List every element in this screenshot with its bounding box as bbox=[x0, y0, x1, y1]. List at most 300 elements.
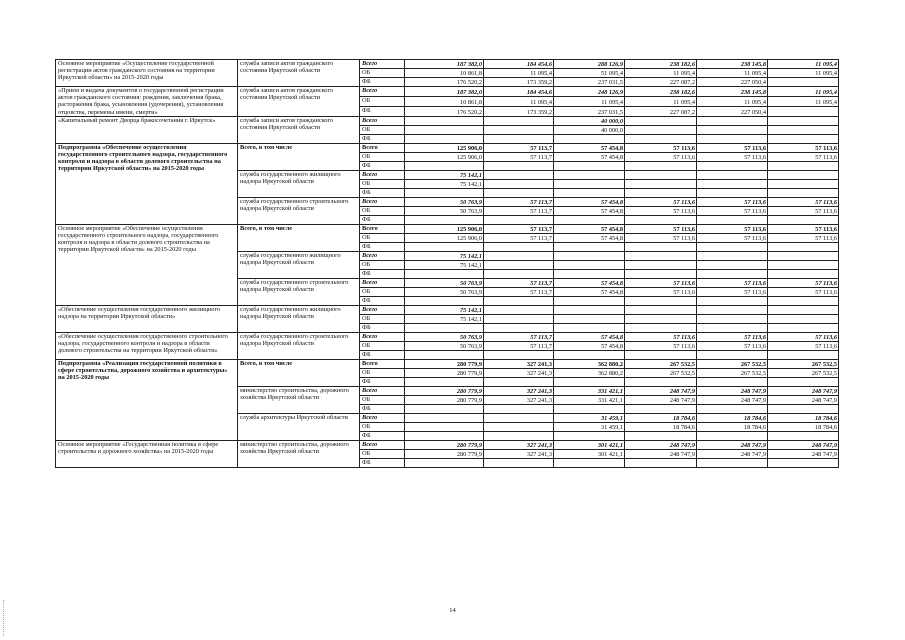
amount-cell: 18 784,6 bbox=[697, 413, 768, 422]
amount-cell bbox=[768, 314, 839, 323]
amount-cell bbox=[554, 350, 625, 359]
event-name-cell: «Прием и выдача документов о государственной регистрации актов гражданского состояния: рождения, заключения брака, расторжения брака, усыновления (удочерения), установления отцовства, перемены имени, смерти» bbox=[56, 87, 238, 117]
amount-cell: 57 113,6 bbox=[768, 197, 839, 206]
amount-cell bbox=[405, 404, 484, 413]
amount-cell bbox=[768, 260, 839, 269]
funding-source-cell: Всего bbox=[360, 60, 405, 69]
funding-source-cell: ФБ bbox=[360, 431, 405, 440]
amount-cell bbox=[484, 161, 554, 170]
executor-cell: служба государственного жилищного надзора Иркутской области bbox=[238, 251, 360, 278]
amount-cell: 57 113,6 bbox=[768, 224, 839, 233]
amount-cell bbox=[768, 251, 839, 260]
amount-cell: 184 454,6 bbox=[484, 87, 554, 97]
funding-source-cell: Всего bbox=[360, 359, 405, 368]
amount-cell: 267 532,5 bbox=[697, 359, 768, 368]
amount-cell: 362 880,2 bbox=[554, 368, 625, 377]
amount-cell: 50 763,9 bbox=[405, 332, 484, 341]
amount-cell: 57 113,7 bbox=[484, 233, 554, 242]
amount-cell bbox=[625, 179, 697, 188]
amount-cell bbox=[484, 296, 554, 305]
event-name-cell: «Обеспечение осуществления государственного жилищного надзора на территории Иркутской области» bbox=[56, 305, 238, 332]
amount-cell: 57 113,7 bbox=[484, 278, 554, 287]
amount-cell bbox=[554, 404, 625, 413]
amount-cell: 280 779,9 bbox=[405, 395, 484, 404]
amount-cell bbox=[625, 377, 697, 386]
amount-cell bbox=[405, 413, 484, 422]
event-name-cell: Основное мероприятие «Обеспечение осуществления государственного строительного надзора, государственного контроля и надзора в области долевого строительства на территории Иркутской области» на 2015-2020 годы bbox=[56, 224, 238, 305]
amount-cell bbox=[697, 404, 768, 413]
amount-cell: 57 113,6 bbox=[697, 278, 768, 287]
executor-cell: министерство строительства, дорожного хозяйства Иркутской области bbox=[238, 440, 360, 467]
amount-cell bbox=[625, 314, 697, 323]
amount-cell bbox=[484, 251, 554, 260]
amount-cell: 267 532,5 bbox=[768, 359, 839, 368]
budget-table-page bbox=[55, 59, 838, 468]
amount-cell bbox=[768, 170, 839, 179]
amount-cell bbox=[484, 116, 554, 125]
executor-cell: служба архитектуры Иркутской области bbox=[238, 413, 360, 440]
amount-cell: 238 182,6 bbox=[625, 87, 697, 97]
amount-cell bbox=[484, 125, 554, 134]
amount-cell bbox=[625, 269, 697, 278]
funding-source-cell: ОБ bbox=[360, 179, 405, 188]
funding-source-cell: ФБ bbox=[360, 269, 405, 278]
funding-source-cell: ОБ bbox=[360, 233, 405, 242]
amount-cell: 248 747,9 bbox=[625, 449, 697, 458]
amount-cell bbox=[768, 242, 839, 251]
funding-source-cell: ОБ bbox=[360, 287, 405, 296]
funding-source-cell: ОБ bbox=[360, 368, 405, 377]
amount-cell: 57 454,8 bbox=[554, 287, 625, 296]
amount-cell: 57 113,6 bbox=[768, 206, 839, 215]
amount-cell bbox=[697, 260, 768, 269]
amount-cell: 40 000,0 bbox=[554, 125, 625, 134]
amount-cell bbox=[768, 125, 839, 134]
amount-cell: 125 906,0 bbox=[405, 224, 484, 233]
amount-cell bbox=[554, 305, 625, 314]
amount-cell bbox=[768, 116, 839, 125]
amount-cell bbox=[697, 458, 768, 467]
budget-table bbox=[55, 59, 839, 468]
amount-cell bbox=[697, 179, 768, 188]
event-name-cell: «Капитальный ремонт Дворца бракосочетания г. Иркутск» bbox=[56, 116, 238, 143]
funding-source-cell: ФБ bbox=[360, 404, 405, 413]
executor-cell: Всего, в том числе bbox=[238, 224, 360, 251]
amount-cell: 11 095,4 bbox=[697, 96, 768, 106]
amount-cell: 57 454,8 bbox=[554, 197, 625, 206]
amount-cell bbox=[697, 323, 768, 332]
amount-cell bbox=[405, 350, 484, 359]
funding-source-cell: ОБ bbox=[360, 125, 405, 134]
amount-cell: 11 095,4 bbox=[768, 60, 839, 69]
amount-cell bbox=[554, 458, 625, 467]
executor-cell: служба записи актов гражданского состояния Иркутской области bbox=[238, 116, 360, 143]
amount-cell: 57 113,6 bbox=[625, 152, 697, 161]
amount-cell: 57 113,7 bbox=[484, 197, 554, 206]
amount-cell bbox=[405, 296, 484, 305]
event-name-cell: «Обеспечение осуществления государственного строительного надзора, государственного контроля и надзора в области долевого строительства на территории Иркутской области» bbox=[56, 332, 238, 359]
amount-cell bbox=[484, 269, 554, 278]
page-number: 14 bbox=[449, 607, 456, 614]
amount-cell bbox=[625, 305, 697, 314]
amount-cell bbox=[768, 323, 839, 332]
amount-cell: 57 113,6 bbox=[697, 287, 768, 296]
amount-cell: 280 779,9 bbox=[405, 359, 484, 368]
executor-cell: служба записи актов гражданского состояния Иркутской области bbox=[238, 60, 360, 87]
amount-cell: 57 113,6 bbox=[768, 287, 839, 296]
amount-cell bbox=[768, 188, 839, 197]
event-name-cell: Основное мероприятие «Осуществление государственной регистрации актов гражданского состояния на территории Иркутской области» на 2015-2020 годы bbox=[56, 60, 238, 87]
amount-cell bbox=[484, 431, 554, 440]
amount-cell bbox=[697, 134, 768, 143]
amount-cell bbox=[625, 161, 697, 170]
amount-cell: 248 126,9 bbox=[554, 87, 625, 97]
amount-cell: 75 142,1 bbox=[405, 314, 484, 323]
amount-cell: 187 382,0 bbox=[405, 87, 484, 97]
amount-cell bbox=[625, 350, 697, 359]
amount-cell: 248 747,9 bbox=[625, 386, 697, 395]
amount-cell bbox=[768, 134, 839, 143]
amount-cell: 50 763,9 bbox=[405, 278, 484, 287]
amount-cell: 57 454,8 bbox=[554, 224, 625, 233]
funding-source-cell: Всего bbox=[360, 305, 405, 314]
amount-cell: 237 031,5 bbox=[554, 106, 625, 116]
amount-cell bbox=[554, 296, 625, 305]
executor-cell: Всего, в том числе bbox=[238, 359, 360, 386]
amount-cell: 301 421,1 bbox=[554, 440, 625, 449]
amount-cell: 331 421,1 bbox=[554, 395, 625, 404]
amount-cell: 248 747,9 bbox=[697, 386, 768, 395]
funding-source-cell: ФБ bbox=[360, 350, 405, 359]
amount-cell: 301 421,1 bbox=[554, 449, 625, 458]
amount-cell: 227 050,4 bbox=[697, 106, 768, 116]
funding-source-cell: Всего bbox=[360, 440, 405, 449]
amount-cell bbox=[405, 161, 484, 170]
amount-cell: 50 763,9 bbox=[405, 197, 484, 206]
amount-cell: 187 382,0 bbox=[405, 60, 484, 69]
amount-cell bbox=[484, 350, 554, 359]
amount-cell bbox=[768, 179, 839, 188]
amount-cell: 40 000,0 bbox=[554, 116, 625, 125]
amount-cell bbox=[554, 269, 625, 278]
amount-cell: 75 142,1 bbox=[405, 260, 484, 269]
funding-source-cell: Всего bbox=[360, 413, 405, 422]
amount-cell bbox=[768, 215, 839, 224]
amount-cell bbox=[697, 377, 768, 386]
amount-cell: 57 113,6 bbox=[697, 206, 768, 215]
amount-cell: 31 459,1 bbox=[554, 422, 625, 431]
table-row bbox=[56, 224, 839, 233]
funding-source-cell: Всего bbox=[360, 116, 405, 125]
amount-cell bbox=[768, 377, 839, 386]
amount-cell: 267 532,5 bbox=[697, 368, 768, 377]
scan-margin-marks bbox=[3, 600, 5, 636]
amount-cell bbox=[768, 78, 839, 87]
amount-cell: 248 747,9 bbox=[625, 395, 697, 404]
amount-cell bbox=[625, 404, 697, 413]
funding-source-cell: Всего bbox=[360, 386, 405, 395]
amount-cell bbox=[405, 215, 484, 224]
amount-cell bbox=[697, 170, 768, 179]
amount-cell: 248 747,9 bbox=[697, 449, 768, 458]
amount-cell bbox=[697, 296, 768, 305]
amount-cell bbox=[405, 242, 484, 251]
amount-cell bbox=[625, 323, 697, 332]
funding-source-cell: ФБ bbox=[360, 78, 405, 87]
amount-cell: 57 113,6 bbox=[697, 341, 768, 350]
amount-cell bbox=[554, 314, 625, 323]
amount-cell: 75 142,1 bbox=[405, 305, 484, 314]
amount-cell bbox=[697, 215, 768, 224]
amount-cell: 267 532,5 bbox=[768, 368, 839, 377]
table-row bbox=[56, 332, 839, 341]
amount-cell bbox=[697, 431, 768, 440]
amount-cell bbox=[554, 377, 625, 386]
amount-cell bbox=[484, 260, 554, 269]
amount-cell: 18 784,6 bbox=[625, 422, 697, 431]
amount-cell: 57 454,8 bbox=[554, 341, 625, 350]
amount-cell bbox=[554, 260, 625, 269]
amount-cell: 57 113,7 bbox=[484, 143, 554, 152]
amount-cell bbox=[625, 242, 697, 251]
amount-cell bbox=[697, 125, 768, 134]
amount-cell: 327 241,3 bbox=[484, 440, 554, 449]
amount-cell: 10 861,8 bbox=[405, 69, 484, 78]
amount-cell bbox=[554, 161, 625, 170]
amount-cell: 18 784,6 bbox=[697, 422, 768, 431]
amount-cell: 173 359,2 bbox=[484, 106, 554, 116]
amount-cell: 11 095,4 bbox=[625, 69, 697, 78]
amount-cell: 11 095,4 bbox=[484, 69, 554, 78]
amount-cell bbox=[768, 404, 839, 413]
amount-cell bbox=[405, 422, 484, 431]
amount-cell: 50 763,9 bbox=[405, 341, 484, 350]
amount-cell: 227 087,2 bbox=[625, 78, 697, 87]
funding-source-cell: ОБ bbox=[360, 260, 405, 269]
amount-cell: 18 784,6 bbox=[768, 413, 839, 422]
amount-cell: 227 087,2 bbox=[625, 106, 697, 116]
amount-cell: 173 359,2 bbox=[484, 78, 554, 87]
amount-cell: 18 784,6 bbox=[768, 422, 839, 431]
amount-cell bbox=[484, 179, 554, 188]
funding-source-cell: ФБ bbox=[360, 215, 405, 224]
amount-cell: 176 520,2 bbox=[405, 106, 484, 116]
funding-source-cell: ОБ bbox=[360, 152, 405, 161]
amount-cell: 57 113,7 bbox=[484, 206, 554, 215]
amount-cell bbox=[554, 170, 625, 179]
funding-source-cell: Всего bbox=[360, 332, 405, 341]
amount-cell bbox=[625, 431, 697, 440]
amount-cell: 248 747,9 bbox=[768, 395, 839, 404]
amount-cell: 248 747,9 bbox=[697, 395, 768, 404]
amount-cell: 125 906,0 bbox=[405, 143, 484, 152]
amount-cell: 10 861,8 bbox=[405, 96, 484, 106]
amount-cell: 57 113,7 bbox=[484, 152, 554, 161]
amount-cell bbox=[625, 188, 697, 197]
funding-source-cell: Всего bbox=[360, 278, 405, 287]
amount-cell bbox=[625, 260, 697, 269]
amount-cell: 57 113,6 bbox=[625, 341, 697, 350]
amount-cell: 57 113,7 bbox=[484, 341, 554, 350]
amount-cell bbox=[697, 350, 768, 359]
amount-cell bbox=[484, 134, 554, 143]
amount-cell: 11 095,4 bbox=[484, 96, 554, 106]
amount-cell bbox=[405, 125, 484, 134]
amount-cell: 57 113,6 bbox=[697, 332, 768, 341]
amount-cell bbox=[768, 431, 839, 440]
executor-cell: служба государственного строительного надзора Иркутской области bbox=[238, 197, 360, 224]
executor-cell: служба государственного строительного надзора Иркутской области bbox=[238, 278, 360, 305]
amount-cell: 57 113,6 bbox=[697, 152, 768, 161]
amount-cell: 57 113,7 bbox=[484, 287, 554, 296]
amount-cell bbox=[625, 170, 697, 179]
amount-cell: 57 454,8 bbox=[554, 332, 625, 341]
table-row bbox=[56, 305, 839, 314]
amount-cell: 57 113,6 bbox=[625, 233, 697, 242]
amount-cell bbox=[768, 106, 839, 116]
amount-cell: 280 779,9 bbox=[405, 440, 484, 449]
table-row bbox=[56, 440, 839, 449]
amount-cell: 176 520,2 bbox=[405, 78, 484, 87]
amount-cell: 50 763,9 bbox=[405, 287, 484, 296]
amount-cell bbox=[554, 242, 625, 251]
amount-cell: 184 454,6 bbox=[484, 60, 554, 69]
funding-source-cell: ОБ bbox=[360, 96, 405, 106]
amount-cell bbox=[484, 458, 554, 467]
amount-cell: 267 532,5 bbox=[625, 359, 697, 368]
amount-cell bbox=[554, 215, 625, 224]
amount-cell: 57 454,8 bbox=[554, 278, 625, 287]
amount-cell: 57 113,6 bbox=[625, 332, 697, 341]
amount-cell bbox=[405, 134, 484, 143]
amount-cell: 362 880,2 bbox=[554, 359, 625, 368]
amount-cell: 18 784,6 bbox=[625, 413, 697, 422]
amount-cell bbox=[405, 269, 484, 278]
funding-source-cell: ФБ bbox=[360, 106, 405, 116]
amount-cell: 11 095,4 bbox=[768, 69, 839, 78]
table-row bbox=[56, 60, 839, 69]
funding-source-cell: ФБ bbox=[360, 323, 405, 332]
amount-cell bbox=[484, 242, 554, 251]
amount-cell bbox=[484, 422, 554, 431]
amount-cell bbox=[484, 377, 554, 386]
amount-cell bbox=[768, 296, 839, 305]
amount-cell bbox=[405, 431, 484, 440]
amount-cell: 57 113,6 bbox=[625, 206, 697, 215]
amount-cell: 248 747,9 bbox=[625, 440, 697, 449]
amount-cell: 125 906,0 bbox=[405, 152, 484, 161]
amount-cell bbox=[697, 314, 768, 323]
amount-cell: 75 142,1 bbox=[405, 179, 484, 188]
amount-cell: 57 454,8 bbox=[554, 143, 625, 152]
amount-cell: 50 763,9 bbox=[405, 206, 484, 215]
amount-cell bbox=[768, 458, 839, 467]
funding-source-cell: Всего bbox=[360, 170, 405, 179]
amount-cell: 57 454,8 bbox=[554, 233, 625, 242]
amount-cell: 11 095,4 bbox=[554, 96, 625, 106]
amount-cell: 57 454,8 bbox=[554, 206, 625, 215]
amount-cell: 51 095,4 bbox=[554, 69, 625, 78]
amount-cell bbox=[484, 413, 554, 422]
amount-cell: 75 142,1 bbox=[405, 170, 484, 179]
amount-cell bbox=[697, 251, 768, 260]
amount-cell: 57 113,7 bbox=[484, 332, 554, 341]
amount-cell bbox=[405, 377, 484, 386]
amount-cell: 57 113,6 bbox=[768, 143, 839, 152]
amount-cell bbox=[484, 215, 554, 224]
funding-source-cell: ОБ bbox=[360, 341, 405, 350]
amount-cell: 280 779,9 bbox=[405, 449, 484, 458]
amount-cell bbox=[484, 314, 554, 323]
funding-source-cell: ФБ bbox=[360, 242, 405, 251]
amount-cell bbox=[554, 179, 625, 188]
amount-cell bbox=[768, 350, 839, 359]
amount-cell bbox=[554, 188, 625, 197]
amount-cell: 238 182,6 bbox=[625, 60, 697, 69]
table-row bbox=[56, 116, 839, 125]
amount-cell: 125 906,0 bbox=[405, 233, 484, 242]
amount-cell: 248 747,9 bbox=[697, 440, 768, 449]
amount-cell: 11 095,4 bbox=[768, 96, 839, 106]
amount-cell bbox=[405, 458, 484, 467]
funding-source-cell: Всего bbox=[360, 197, 405, 206]
amount-cell: 57 113,6 bbox=[625, 197, 697, 206]
amount-cell bbox=[484, 305, 554, 314]
amount-cell bbox=[484, 323, 554, 332]
amount-cell bbox=[625, 296, 697, 305]
funding-source-cell: ОБ bbox=[360, 449, 405, 458]
amount-cell: 57 113,6 bbox=[768, 233, 839, 242]
table-row bbox=[56, 359, 839, 368]
amount-cell: 11 095,4 bbox=[625, 96, 697, 106]
amount-cell bbox=[625, 458, 697, 467]
event-name-cell: Основное мероприятие «Государственная политика в сфере строительства и дорожного хозяйства» на 2015-2020 годы bbox=[56, 440, 238, 467]
amount-cell bbox=[768, 269, 839, 278]
funding-source-cell: Всего bbox=[360, 224, 405, 233]
amount-cell: 57 113,6 bbox=[697, 224, 768, 233]
amount-cell: 57 113,7 bbox=[484, 224, 554, 233]
funding-source-cell: ОБ bbox=[360, 314, 405, 323]
executor-cell: служба государственного строительного надзора Иркутской области bbox=[238, 332, 360, 359]
amount-cell bbox=[625, 116, 697, 125]
amount-cell: 327 241,3 bbox=[484, 359, 554, 368]
executor-cell: Всего, в том числе bbox=[238, 143, 360, 170]
amount-cell: 238 145,8 bbox=[697, 60, 768, 69]
amount-cell: 280 779,9 bbox=[405, 386, 484, 395]
amount-cell: 331 421,1 bbox=[554, 386, 625, 395]
amount-cell bbox=[484, 188, 554, 197]
amount-cell: 57 113,6 bbox=[768, 278, 839, 287]
amount-cell: 11 095,4 bbox=[697, 69, 768, 78]
amount-cell: 57 113,6 bbox=[697, 197, 768, 206]
amount-cell: 57 113,6 bbox=[697, 143, 768, 152]
funding-source-cell: ОБ bbox=[360, 206, 405, 215]
table-row bbox=[56, 143, 839, 152]
funding-source-cell: Всего bbox=[360, 87, 405, 97]
executor-cell: служба государственного жилищного надзора Иркутской области bbox=[238, 305, 360, 332]
event-name-cell: Подпрограмма «Обеспечение осуществления государственного строительного надзора, государственного контроля и надзора в области долевого строительства на территории Иркутской области» на 2015-2020 годы bbox=[56, 143, 238, 224]
amount-cell: 75 142,1 bbox=[405, 251, 484, 260]
amount-cell bbox=[697, 188, 768, 197]
amount-cell bbox=[484, 404, 554, 413]
amount-cell bbox=[554, 323, 625, 332]
amount-cell bbox=[768, 305, 839, 314]
amount-cell bbox=[697, 242, 768, 251]
amount-cell bbox=[625, 134, 697, 143]
amount-cell: 57 113,6 bbox=[625, 278, 697, 287]
amount-cell bbox=[625, 251, 697, 260]
executor-cell: служба записи актов гражданского состояния Иркутской области bbox=[238, 87, 360, 117]
